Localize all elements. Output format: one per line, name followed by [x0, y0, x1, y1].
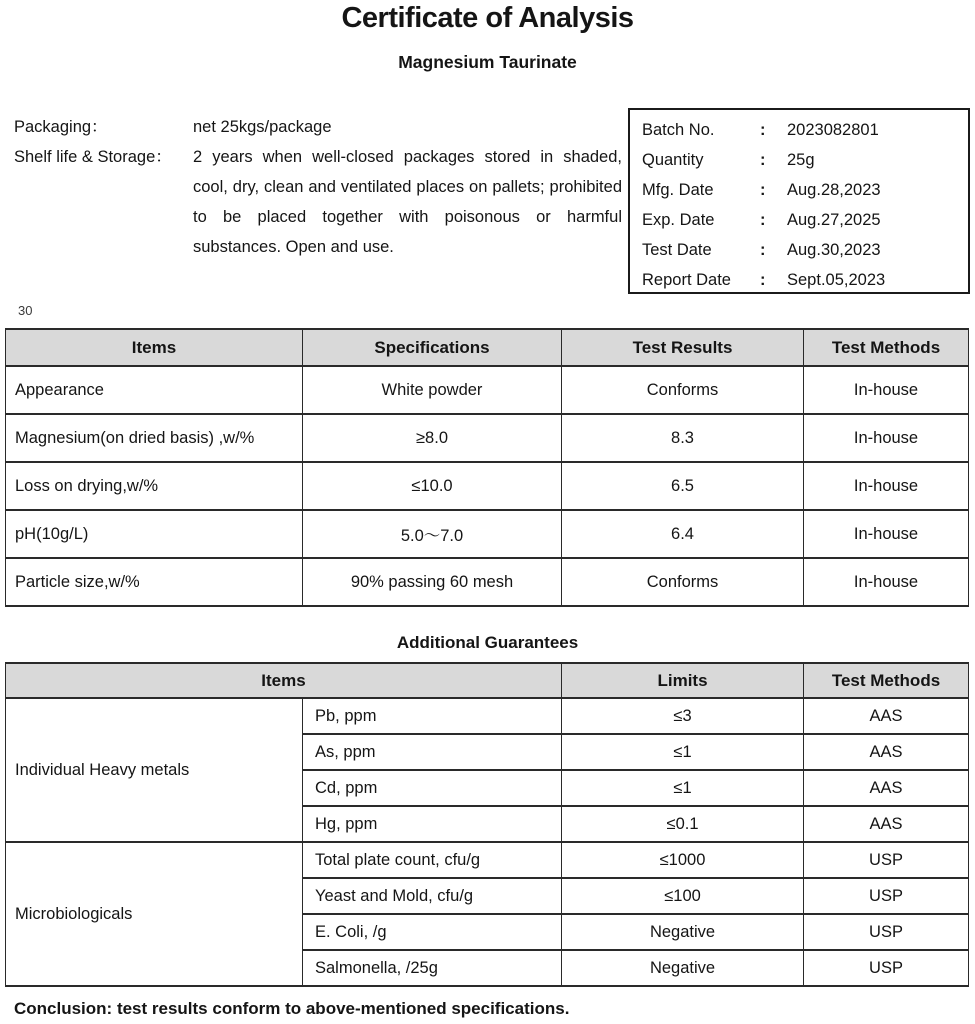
packaging-label: Packaging：	[14, 118, 108, 136]
column-header-test-results: Test Results	[562, 329, 804, 366]
batch-value: Aug.30,2023	[787, 241, 881, 259]
guarantee-item: E. Coli, /g	[303, 914, 562, 950]
spec-cell-result: Conforms	[562, 366, 804, 414]
spec-cell-item: Loss on drying,w/%	[6, 462, 303, 510]
guarantee-method: USP	[804, 950, 969, 986]
spec-cell-item: pH(10g/L)	[6, 510, 303, 558]
guarantees-table	[5, 662, 969, 987]
additional-guarantees-title: Additional Guarantees	[396, 633, 579, 652]
batch-value: Aug.28,2023	[787, 181, 881, 199]
batch-separator: :	[760, 241, 766, 259]
guarantee-limit: ≤1	[562, 734, 804, 770]
column-header-items: Items	[6, 663, 562, 698]
table-row	[6, 510, 969, 558]
spec-cell-specification: ≥8.0	[303, 414, 562, 462]
storage-value: 2 years when well-closed packages stored in shaded, cool, dry, clean and ventilated places on pallets; prohibited to be placed together with poisonous or harmful substances. Open and use.	[193, 148, 622, 256]
spec-cell-specification: ≤10.0	[303, 462, 562, 510]
guarantee-method: AAS	[804, 734, 969, 770]
guarantee-method: USP	[804, 842, 969, 878]
batch-label: Exp. Date	[642, 211, 715, 229]
conclusion-text: Conclusion: test results conform to above-mentioned specifications.	[14, 999, 570, 1018]
table-row	[6, 558, 969, 606]
spec-cell-result: 8.3	[562, 414, 804, 462]
spec-cell-result: Conforms	[562, 558, 804, 606]
guarantee-item: As, ppm	[303, 734, 562, 770]
batch-row	[642, 115, 968, 145]
guarantee-item: Total plate count, cfu/g	[303, 842, 562, 878]
guarantee-limit: Negative	[562, 914, 804, 950]
guarantee-method: USP	[804, 878, 969, 914]
column-header-limits: Limits	[562, 663, 804, 698]
column-header-specifications: Specifications	[303, 329, 562, 366]
batch-row	[642, 175, 968, 205]
guarantee-item: Pb, ppm	[303, 698, 562, 734]
spec-cell-method: In-house	[804, 462, 969, 510]
batch-row	[642, 265, 968, 295]
batch-separator: :	[760, 211, 766, 229]
batch-info-box	[628, 108, 970, 294]
column-header-test-methods: Test Methods	[804, 663, 969, 698]
packaging-value: net 25kgs/package	[193, 118, 332, 136]
storage-label: Shelf life & Storage：	[14, 148, 172, 166]
column-header-items: Items	[6, 329, 303, 366]
guarantee-limit: Negative	[562, 950, 804, 986]
spec-cell-method: In-house	[804, 558, 969, 606]
batch-row	[642, 205, 968, 235]
spec-cell-item: Magnesium(on dried basis) ,w/%	[6, 414, 303, 462]
page-note: 30	[18, 303, 33, 318]
batch-label: Test Date	[642, 241, 712, 259]
group-label-microbiologicals: Microbiologicals	[6, 842, 303, 986]
guarantee-limit: ≤1	[562, 770, 804, 806]
table-row	[6, 698, 969, 734]
spec-cell-result: 6.5	[562, 462, 804, 510]
spec-cell-method: In-house	[804, 414, 969, 462]
batch-value: 25g	[787, 151, 815, 169]
column-header-test-methods: Test Methods	[804, 329, 969, 366]
guarantee-limit: ≤1000	[562, 842, 804, 878]
batch-label: Report Date	[642, 271, 731, 289]
batch-label: Quantity	[642, 151, 704, 169]
spec-cell-result: 6.4	[562, 510, 804, 558]
table-row	[6, 462, 969, 510]
guarantee-item: Cd, ppm	[303, 770, 562, 806]
specifications-table	[5, 328, 969, 607]
spec-cell-item: Appearance	[6, 366, 303, 414]
guarantee-method: AAS	[804, 698, 969, 734]
product-name: Magnesium Taurinate	[398, 52, 577, 72]
group-label-heavy-metals: Individual Heavy metals	[6, 698, 303, 842]
guarantee-limit: ≤3	[562, 698, 804, 734]
batch-value: 2023082801	[787, 121, 879, 139]
table-row	[6, 842, 969, 878]
guarantee-method: USP	[804, 914, 969, 950]
guarantee-item: Yeast and Mold, cfu/g	[303, 878, 562, 914]
batch-separator: :	[760, 271, 766, 289]
guarantee-method: AAS	[804, 806, 969, 842]
spec-cell-method: In-house	[804, 510, 969, 558]
guarantee-method: AAS	[804, 770, 969, 806]
batch-separator: :	[760, 181, 766, 199]
batch-label: Batch No.	[642, 121, 715, 139]
batch-separator: :	[760, 151, 766, 169]
spec-cell-method: In-house	[804, 366, 969, 414]
batch-value: Sept.05,2023	[787, 271, 886, 289]
batch-separator: :	[760, 121, 766, 139]
page-title: Certificate of Analysis	[341, 2, 634, 34]
guarantee-limit: ≤100	[562, 878, 804, 914]
guarantee-item: Salmonella, /25g	[303, 950, 562, 986]
batch-label: Mfg. Date	[642, 181, 714, 199]
table-row	[6, 366, 969, 414]
spec-cell-specification: 5.0～7.0	[303, 510, 562, 558]
table-header-row	[6, 663, 969, 698]
guarantee-item: Hg, ppm	[303, 806, 562, 842]
batch-value: Aug.27,2025	[787, 211, 881, 229]
batch-row	[642, 235, 968, 265]
spec-cell-specification: 90% passing 60 mesh	[303, 558, 562, 606]
spec-cell-specification: White powder	[303, 366, 562, 414]
spec-cell-item: Particle size,w/%	[6, 558, 303, 606]
table-header-row	[6, 329, 969, 366]
packaging-storage-block	[14, 112, 622, 262]
guarantee-limit: ≤0.1	[562, 806, 804, 842]
batch-row	[642, 145, 968, 175]
table-row	[6, 414, 969, 462]
